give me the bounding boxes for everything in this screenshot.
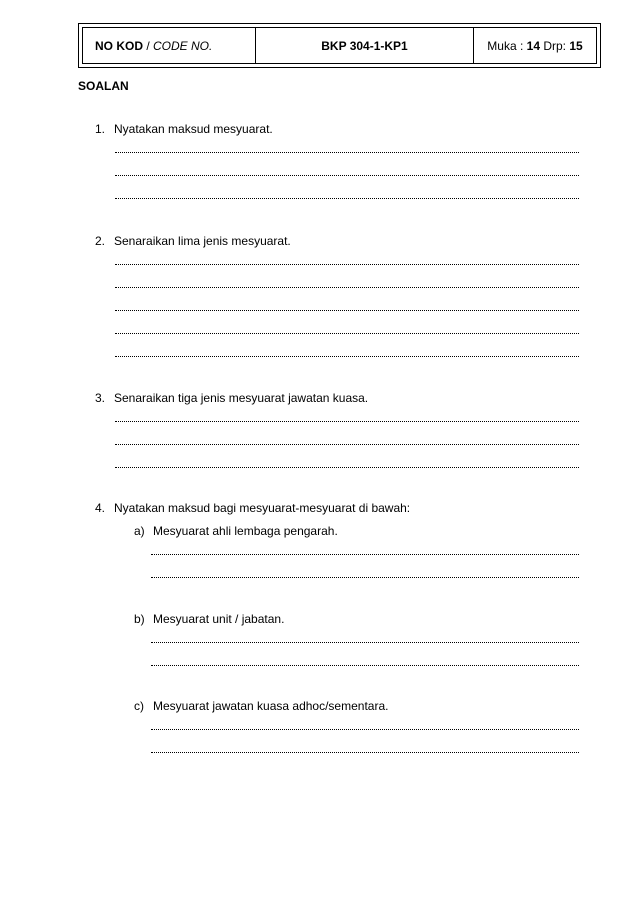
question-number: 3. — [95, 391, 106, 405]
answer-line[interactable] — [115, 332, 579, 334]
question-text: Senaraikan tiga jenis mesyuarat jawatan kuasa. — [114, 391, 369, 405]
code-separator: / — [143, 38, 154, 53]
sub-question-letter: c) — [134, 699, 144, 713]
answer-line[interactable] — [115, 174, 579, 176]
question-text: Senaraikan lima jenis mesyuarat. — [114, 234, 291, 248]
code-label: NO KOD — [95, 38, 143, 53]
question-text: Nyatakan maksud mesyuarat. — [114, 122, 273, 136]
answer-line[interactable] — [115, 151, 579, 153]
answer-line[interactable] — [151, 751, 579, 753]
code-value-cell — [256, 28, 474, 63]
question-number: 2. — [95, 234, 106, 248]
question-text: Nyatakan maksud bagi mesyuarat-mesyuarat di bawah: — [114, 501, 411, 515]
answer-line[interactable] — [151, 641, 579, 643]
answer-line[interactable] — [151, 576, 579, 578]
answer-line[interactable] — [151, 728, 579, 730]
page-of-label: Drp: — [540, 38, 570, 53]
sub-question-text: Mesyuarat ahli lembaga pengarah. — [153, 524, 338, 538]
page-number-cell — [474, 28, 596, 63]
answer-line[interactable] — [115, 355, 579, 357]
header-box — [78, 23, 601, 68]
answer-line[interactable] — [115, 309, 579, 311]
sub-question-letter: b) — [134, 612, 145, 626]
answer-line[interactable] — [115, 197, 579, 199]
page-label: Muka : — [487, 38, 527, 53]
answer-line[interactable] — [115, 263, 579, 265]
question-number: 1. — [95, 122, 106, 136]
answer-line[interactable] — [115, 286, 579, 288]
header-table — [82, 27, 597, 64]
question-number: 4. — [95, 501, 106, 515]
answer-line[interactable] — [151, 553, 579, 555]
page-total: 15 — [569, 38, 583, 53]
code-value: BKP 304-1-KP1 — [321, 38, 408, 53]
code-label-cell — [83, 28, 256, 63]
answer-line[interactable] — [115, 420, 579, 422]
page-number: 14 — [526, 38, 540, 53]
code-label-english: CODE NO. — [153, 38, 213, 53]
section-title: SOALAN — [78, 79, 129, 93]
answer-line[interactable] — [151, 664, 579, 666]
answer-line[interactable] — [115, 466, 579, 468]
sub-question-text: Mesyuarat jawatan kuasa adhoc/sementara. — [153, 699, 389, 713]
sub-question-text: Mesyuarat unit / jabatan. — [153, 612, 285, 626]
sub-question-letter: a) — [134, 524, 145, 538]
answer-line[interactable] — [115, 443, 579, 445]
